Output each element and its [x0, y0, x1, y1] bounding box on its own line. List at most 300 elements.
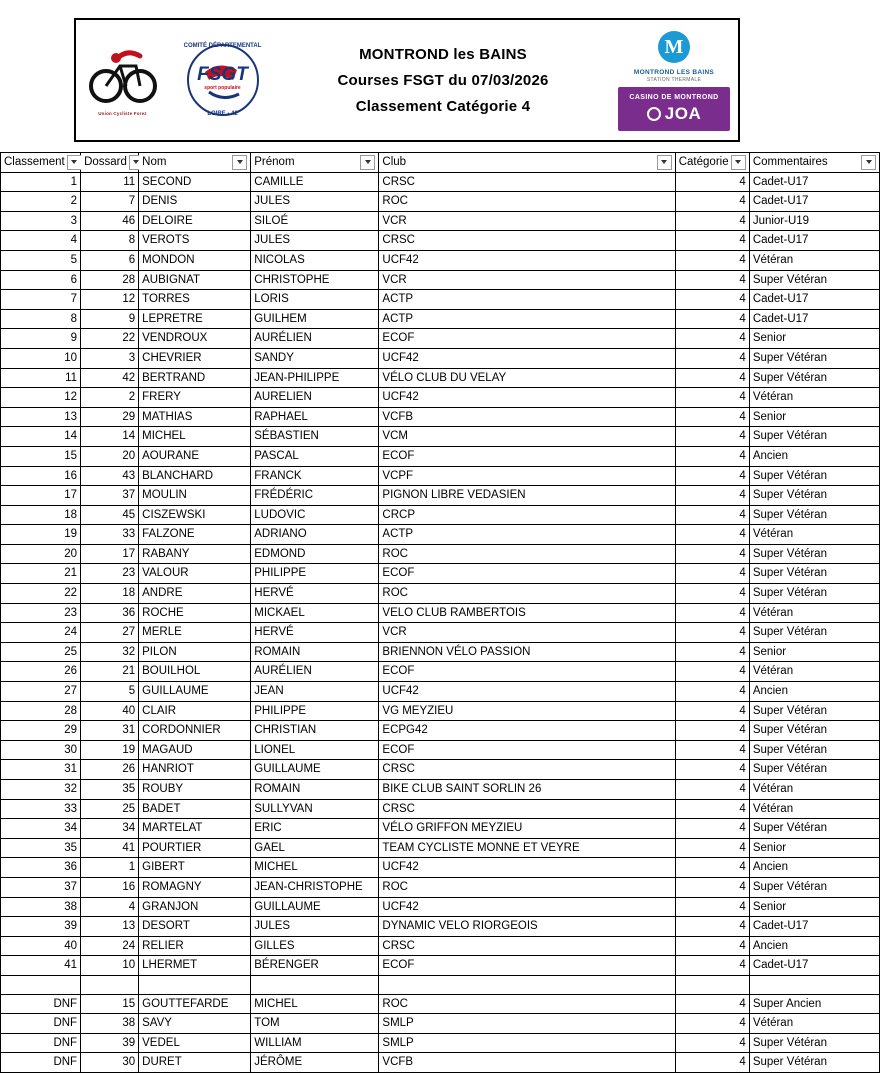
filter-dropdown-icon-commentaires[interactable]: [861, 155, 876, 170]
cell-classement: 25: [1, 642, 81, 662]
cell-club: ROC: [379, 584, 675, 604]
cell-club: BIKE CLUB SAINT SORLIN 26: [379, 780, 675, 800]
table-row: [1, 407, 880, 427]
cell-prenom: HERVÉ: [251, 584, 379, 604]
cell-dossard: 43: [81, 466, 139, 486]
cell-categorie: 4: [675, 584, 749, 604]
cell-prenom: JEAN-CHRISTOPHE: [251, 877, 379, 897]
cell-nom: FALZONE: [139, 525, 251, 545]
casino-joa-wordmark-row: [647, 104, 701, 124]
cell-commentaires: Ancien: [749, 858, 879, 878]
cell-dossard: 28: [81, 270, 139, 290]
cell-commentaires: Cadet-U17: [749, 172, 879, 192]
cell-club: ROC: [379, 877, 675, 897]
fsgt-arc-top: COMITÉ DÉPARTEMENTAL: [183, 43, 262, 49]
column-header-dossard[interactable]: [81, 153, 139, 173]
column-label-categorie: Catégorie: [678, 156, 729, 168]
cell-nom: HANRIOT: [139, 760, 251, 780]
cell-prenom: ROMAIN: [251, 780, 379, 800]
filter-dropdown-icon-categorie[interactable]: [731, 155, 746, 170]
cell-commentaires: Super Vétéran: [749, 564, 879, 584]
cell-categorie: 4: [675, 1014, 749, 1034]
cell-nom: VEDEL: [139, 1033, 251, 1053]
cell-dossard: 7: [81, 192, 139, 212]
cell-classement: 28: [1, 701, 81, 721]
cell-dossard: 18: [81, 584, 139, 604]
cell-categorie: 4: [675, 819, 749, 839]
cell-classement: 36: [1, 858, 81, 878]
table-row: [1, 1033, 880, 1053]
cell-categorie: 4: [675, 858, 749, 878]
cell-categorie: 4: [675, 290, 749, 310]
cell-prenom: [251, 975, 379, 994]
cell-categorie: 4: [675, 956, 749, 976]
cell-dossard: 38: [81, 1014, 139, 1034]
cell-classement: 32: [1, 780, 81, 800]
cell-prenom: BÉRENGER: [251, 956, 379, 976]
cell-dossard: 37: [81, 486, 139, 506]
cell-club: UCF42: [379, 250, 675, 270]
cell-classement: 29: [1, 721, 81, 741]
cell-nom: VENDROUX: [139, 329, 251, 349]
event-races-date: Courses FSGT du 07/03/2026: [337, 71, 549, 89]
cell-nom: LHERMET: [139, 956, 251, 976]
cell-dossard: 12: [81, 290, 139, 310]
cell-nom: BOUILHOL: [139, 662, 251, 682]
montrond-name: MONTROND LES BAINS: [633, 68, 715, 76]
cell-commentaires: Super Vétéran: [749, 701, 879, 721]
cell-classement: DNF: [1, 994, 81, 1014]
cell-club: SMLP: [379, 1033, 675, 1053]
cell-club: CRSC: [379, 936, 675, 956]
cell-dossard: 17: [81, 544, 139, 564]
cell-prenom: GAEL: [251, 838, 379, 858]
cell-dossard: 24: [81, 936, 139, 956]
cell-nom: PILON: [139, 642, 251, 662]
cell-club: UCF42: [379, 682, 675, 702]
table-row: [1, 192, 880, 212]
cell-prenom: WILLIAM: [251, 1033, 379, 1053]
cell-nom: MONDON: [139, 250, 251, 270]
cell-categorie: 4: [675, 642, 749, 662]
cell-commentaires: Cadet-U17: [749, 917, 879, 937]
cell-club: UCF42: [379, 897, 675, 917]
cell-categorie: 4: [675, 407, 749, 427]
cell-commentaires: Ancien: [749, 682, 879, 702]
table-row: [1, 1053, 880, 1073]
filter-dropdown-icon-prenom[interactable]: [360, 155, 375, 170]
column-header-categorie[interactable]: [675, 153, 749, 173]
cell-categorie: 4: [675, 466, 749, 486]
table-row: [1, 623, 880, 643]
cell-dossard: 31: [81, 721, 139, 741]
cell-classement: 10: [1, 348, 81, 368]
cell-nom: RABANY: [139, 544, 251, 564]
cell-club: VG MEYZIEU: [379, 701, 675, 721]
cell-prenom: AURÉLIEN: [251, 329, 379, 349]
cell-classement: 12: [1, 388, 81, 408]
cell-categorie: 4: [675, 994, 749, 1014]
cell-classement: 2: [1, 192, 81, 212]
cell-dossard: 15: [81, 994, 139, 1014]
cell-dossard: 14: [81, 427, 139, 447]
cell-prenom: JULES: [251, 231, 379, 251]
fsgt-arc-bottom: LOIRE - 42: [207, 111, 238, 117]
cell-club: BRIENNON VÉLO PASSION: [379, 642, 675, 662]
column-header-prenom[interactable]: [251, 153, 379, 173]
cell-prenom: JEAN: [251, 682, 379, 702]
cell-commentaires: Super Vétéran: [749, 466, 879, 486]
cell-categorie: 4: [675, 348, 749, 368]
table-row: [1, 584, 880, 604]
table-row: [1, 682, 880, 702]
cell-dossard: 27: [81, 623, 139, 643]
cell-categorie: 4: [675, 231, 749, 251]
table-row: [1, 799, 880, 819]
table-row: [1, 309, 880, 329]
cell-club: TEAM CYCLISTE MONNE ET VEYRE: [379, 838, 675, 858]
cell-dossard: 2: [81, 388, 139, 408]
cell-nom: LEPRETRE: [139, 309, 251, 329]
column-label-classement: Classement: [4, 156, 65, 168]
cell-club: UCF42: [379, 388, 675, 408]
cell-nom: FRERY: [139, 388, 251, 408]
table-row: [1, 505, 880, 525]
cell-prenom: PHILIPPE: [251, 701, 379, 721]
table-row: [1, 211, 880, 231]
cell-classement: 31: [1, 760, 81, 780]
cell-nom: MOULIN: [139, 486, 251, 506]
cell-prenom: SÉBASTIEN: [251, 427, 379, 447]
cell-classement: 15: [1, 446, 81, 466]
cell-club: VCR: [379, 211, 675, 231]
cell-dossard: 42: [81, 368, 139, 388]
fsgt-wordmark: FSGT: [197, 64, 248, 85]
cell-categorie: 4: [675, 1033, 749, 1053]
cell-categorie: 4: [675, 446, 749, 466]
cell-prenom: NICOLAS: [251, 250, 379, 270]
cell-dossard: 22: [81, 329, 139, 349]
cell-dossard: 6: [81, 250, 139, 270]
cell-classement: 1: [1, 172, 81, 192]
cell-categorie: 4: [675, 799, 749, 819]
cell-commentaires: Super Vétéran: [749, 623, 879, 643]
cell-prenom: GUILLAUME: [251, 897, 379, 917]
cell-classement: 18: [1, 505, 81, 525]
filter-dropdown-icon-nom[interactable]: [232, 155, 247, 170]
cell-club: PIGNON LIBRE VEDASIEN: [379, 486, 675, 506]
table-row: [1, 466, 880, 486]
cell-commentaires: Vétéran: [749, 603, 879, 623]
cell-commentaires: Cadet-U17: [749, 309, 879, 329]
cell-club: VELO CLUB RAMBERTOIS: [379, 603, 675, 623]
cell-categorie: 4: [675, 603, 749, 623]
table-row: [1, 446, 880, 466]
montrond-monogram: M: [658, 31, 690, 63]
cell-nom: GRANJON: [139, 897, 251, 917]
cell-classement: 5: [1, 250, 81, 270]
cell-classement: 4: [1, 231, 81, 251]
cell-categorie: 4: [675, 309, 749, 329]
cell-dossard: 1: [81, 858, 139, 878]
table-row: [1, 740, 880, 760]
cell-classement: 23: [1, 603, 81, 623]
table-row: [1, 544, 880, 564]
cell-dossard: 10: [81, 956, 139, 976]
event-category-title: Classement Catégorie 4: [355, 97, 531, 115]
cell-categorie: 4: [675, 427, 749, 447]
cell-classement: 17: [1, 486, 81, 506]
cell-classement: 37: [1, 877, 81, 897]
cell-categorie: 4: [675, 701, 749, 721]
cell-classement: [1, 975, 81, 994]
cell-commentaires: Vétéran: [749, 780, 879, 800]
cell-categorie: 4: [675, 780, 749, 800]
cell-categorie: 4: [675, 250, 749, 270]
cell-nom: DENIS: [139, 192, 251, 212]
cell-nom: DELOIRE: [139, 211, 251, 231]
cell-categorie: 4: [675, 838, 749, 858]
cell-prenom: ROMAIN: [251, 642, 379, 662]
table-row: [1, 819, 880, 839]
cell-nom: DURET: [139, 1053, 251, 1073]
filter-dropdown-icon-club[interactable]: [657, 155, 672, 170]
column-header-club[interactable]: [379, 153, 675, 173]
cell-prenom: TOM: [251, 1014, 379, 1034]
table-row: [1, 388, 880, 408]
cell-classement: 33: [1, 799, 81, 819]
cell-categorie: 4: [675, 544, 749, 564]
table-row: [1, 603, 880, 623]
cell-classement: 8: [1, 309, 81, 329]
event-title-block: [276, 37, 610, 124]
cell-prenom: AURÉLIEN: [251, 662, 379, 682]
cell-commentaires: [749, 975, 879, 994]
table-row: [1, 231, 880, 251]
cell-club: ROC: [379, 192, 675, 212]
table-row: [1, 917, 880, 937]
table-row: [1, 701, 880, 721]
cell-prenom: JULES: [251, 192, 379, 212]
cell-prenom: GUILHEM: [251, 309, 379, 329]
table-row: [1, 642, 880, 662]
cell-classement: 9: [1, 329, 81, 349]
cell-commentaires: Super Vétéran: [749, 877, 879, 897]
cell-nom: BERTRAND: [139, 368, 251, 388]
cell-dossard: [81, 975, 139, 994]
cell-prenom: CAMILLE: [251, 172, 379, 192]
cell-prenom: JÉRÔME: [251, 1053, 379, 1073]
cell-categorie: 4: [675, 936, 749, 956]
cell-prenom: GILLES: [251, 936, 379, 956]
cell-commentaires: Super Vétéran: [749, 427, 879, 447]
table-row: [1, 662, 880, 682]
cell-classement: 40: [1, 936, 81, 956]
cell-categorie: 4: [675, 877, 749, 897]
table-row: [1, 780, 880, 800]
cell-club: ROC: [379, 994, 675, 1014]
results-table-header: [1, 153, 880, 173]
cell-prenom: MICHEL: [251, 994, 379, 1014]
cell-categorie: 4: [675, 486, 749, 506]
cell-nom: CISZEWSKI: [139, 505, 251, 525]
table-row: [1, 329, 880, 349]
cell-nom: MERLE: [139, 623, 251, 643]
table-row-blank: [1, 975, 880, 994]
cell-prenom: JULES: [251, 917, 379, 937]
cell-prenom: AURELIEN: [251, 388, 379, 408]
cell-classement: 14: [1, 427, 81, 447]
cell-nom: MICHEL: [139, 427, 251, 447]
cell-prenom: LUDOVIC: [251, 505, 379, 525]
results-table-body: [1, 172, 880, 1072]
table-row: [1, 250, 880, 270]
cell-categorie: 4: [675, 740, 749, 760]
cell-categorie: 4: [675, 1053, 749, 1073]
cell-nom: RELIER: [139, 936, 251, 956]
table-row: [1, 858, 880, 878]
column-header-commentaires[interactable]: [749, 153, 879, 173]
cell-dossard: 13: [81, 917, 139, 937]
cell-classement: 27: [1, 682, 81, 702]
cell-classement: 3: [1, 211, 81, 231]
cell-nom: TORRES: [139, 290, 251, 310]
cell-dossard: 4: [81, 897, 139, 917]
cell-club: ECOF: [379, 662, 675, 682]
cell-nom: VALOUR: [139, 564, 251, 584]
cell-dossard: 11: [81, 172, 139, 192]
cell-nom: CHEVRIER: [139, 348, 251, 368]
cell-club: ECOF: [379, 446, 675, 466]
cell-club: SMLP: [379, 1014, 675, 1034]
table-row: [1, 760, 880, 780]
cell-nom: SAVY: [139, 1014, 251, 1034]
cell-club: ECOF: [379, 564, 675, 584]
cell-nom: AOURANE: [139, 446, 251, 466]
cell-nom: ROUBY: [139, 780, 251, 800]
cell-club: DYNAMIC VELO RIORGEOIS: [379, 917, 675, 937]
cell-prenom: HERVÉ: [251, 623, 379, 643]
table-row: [1, 525, 880, 545]
cell-categorie: 4: [675, 760, 749, 780]
cell-commentaires: Junior-U19: [749, 211, 879, 231]
cell-prenom: MICKAEL: [251, 603, 379, 623]
cell-club: CRCP: [379, 505, 675, 525]
cell-dossard: 25: [81, 799, 139, 819]
cell-prenom: RAPHAEL: [251, 407, 379, 427]
cell-dossard: 3: [81, 348, 139, 368]
union-cycliste-forez-logo-icon: [86, 44, 160, 116]
cell-club: ACTP: [379, 309, 675, 329]
cell-classement: 35: [1, 838, 81, 858]
cell-prenom: CHRISTIAN: [251, 721, 379, 741]
cell-categorie: 4: [675, 368, 749, 388]
table-row: [1, 897, 880, 917]
cell-club: VCFB: [379, 407, 675, 427]
cell-dossard: 39: [81, 1033, 139, 1053]
table-row: [1, 348, 880, 368]
cell-club: VCM: [379, 427, 675, 447]
cell-commentaires: Super Vétéran: [749, 505, 879, 525]
cell-dossard: 35: [81, 780, 139, 800]
results-table: [0, 152, 880, 1073]
table-row: [1, 936, 880, 956]
cell-commentaires: Vétéran: [749, 250, 879, 270]
cell-nom: BLANCHARD: [139, 466, 251, 486]
cell-nom: MATHIAS: [139, 407, 251, 427]
cell-commentaires: Senior: [749, 642, 879, 662]
cell-dossard: 23: [81, 564, 139, 584]
cell-classement: 38: [1, 897, 81, 917]
column-header-classement[interactable]: [1, 153, 81, 173]
cell-categorie: 4: [675, 329, 749, 349]
cell-dossard: 5: [81, 682, 139, 702]
cell-classement: 39: [1, 917, 81, 937]
cell-club: VCFB: [379, 1053, 675, 1073]
cell-commentaires: Super Vétéran: [749, 348, 879, 368]
cell-prenom: PHILIPPE: [251, 564, 379, 584]
cell-categorie: 4: [675, 270, 749, 290]
cell-classement: 22: [1, 584, 81, 604]
cell-commentaires: Senior: [749, 838, 879, 858]
table-row: [1, 721, 880, 741]
cell-categorie: 4: [675, 172, 749, 192]
cell-classement: 11: [1, 368, 81, 388]
table-row: [1, 172, 880, 192]
cell-commentaires: Vétéran: [749, 1014, 879, 1034]
table-row: [1, 427, 880, 447]
cell-nom: GUILLAUME: [139, 682, 251, 702]
cell-dossard: 46: [81, 211, 139, 231]
cell-nom: GIBERT: [139, 858, 251, 878]
cell-commentaires: Super Vétéran: [749, 819, 879, 839]
cell-commentaires: Super Vétéran: [749, 1053, 879, 1073]
cell-club: VCPF: [379, 466, 675, 486]
cell-commentaires: Senior: [749, 407, 879, 427]
cell-nom: [139, 975, 251, 994]
cell-classement: DNF: [1, 1014, 81, 1034]
cell-commentaires: Cadet-U17: [749, 231, 879, 251]
cell-nom: ROMAGNY: [139, 877, 251, 897]
cell-dossard: 16: [81, 877, 139, 897]
cell-categorie: 4: [675, 388, 749, 408]
joa-chip-icon: [647, 107, 661, 121]
cell-club: CRSC: [379, 172, 675, 192]
casino-joa-wordmark: JOA: [664, 104, 702, 123]
cell-classement: DNF: [1, 1033, 81, 1053]
cell-nom: CORDONNIER: [139, 721, 251, 741]
cell-classement: 20: [1, 544, 81, 564]
cell-nom: AUBIGNAT: [139, 270, 251, 290]
cell-categorie: 4: [675, 192, 749, 212]
cell-nom: GOUTTEFARDE: [139, 994, 251, 1014]
filter-dropdown-icon-classement[interactable]: [67, 155, 82, 170]
cell-club: ACTP: [379, 525, 675, 545]
cell-club: VCR: [379, 623, 675, 643]
cell-commentaires: Senior: [749, 897, 879, 917]
column-header-nom[interactable]: [139, 153, 251, 173]
cell-classement: 41: [1, 956, 81, 976]
event-location-title: MONTROND les BAINS: [359, 45, 527, 63]
cell-prenom: FRANCK: [251, 466, 379, 486]
cell-club: VCR: [379, 270, 675, 290]
cell-categorie: 4: [675, 211, 749, 231]
cell-club: CRSC: [379, 231, 675, 251]
cell-nom: SECOND: [139, 172, 251, 192]
cell-club: ECOF: [379, 329, 675, 349]
cell-prenom: LORIS: [251, 290, 379, 310]
cell-commentaires: Super Vétéran: [749, 270, 879, 290]
